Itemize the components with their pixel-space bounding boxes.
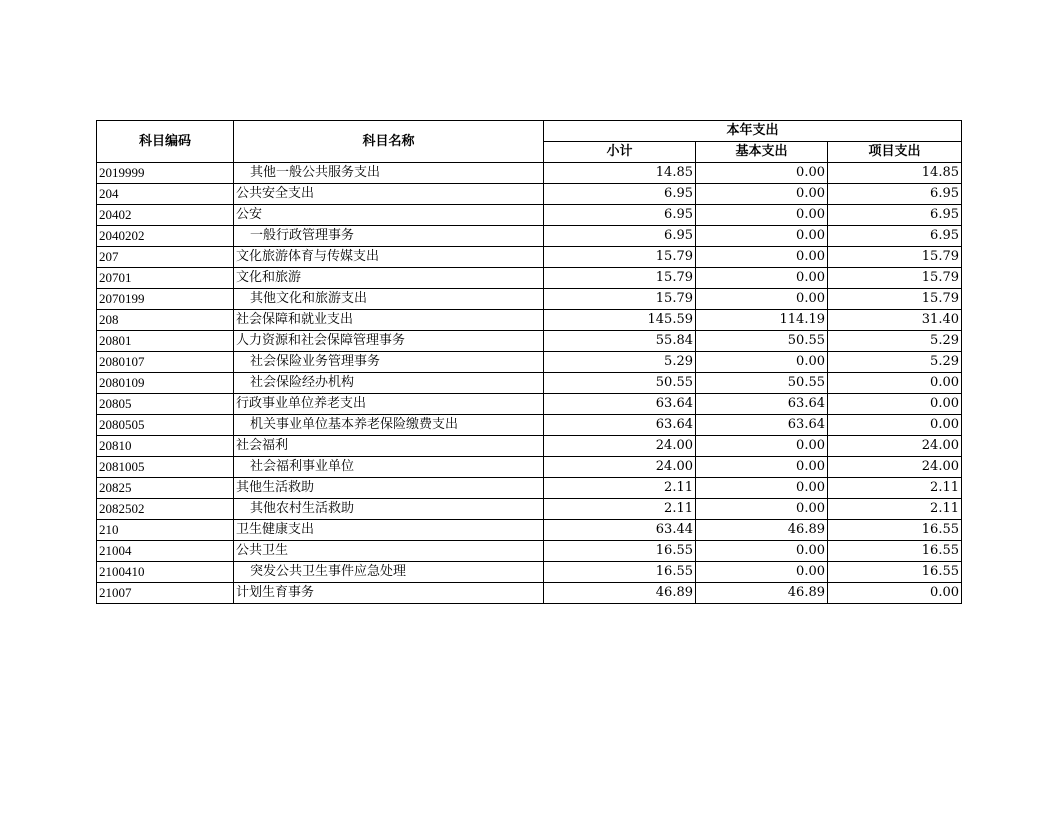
subtotal-cell-text: 2.11 — [664, 501, 693, 516]
project-cell — [828, 184, 962, 205]
basic-cell — [696, 436, 828, 457]
subtotal-cell — [544, 436, 696, 457]
name-cell-text: 突发公共卫生事件应急处理 — [250, 564, 407, 579]
basic-cell-text: 114.19 — [779, 312, 825, 327]
project-cell — [828, 163, 962, 184]
code-cell — [97, 226, 234, 247]
basic-cell — [696, 457, 828, 478]
name-cell-text: 公共卫生 — [236, 543, 289, 558]
code-cell — [97, 499, 234, 520]
subtotal-cell — [544, 163, 696, 184]
basic-cell-text: 0.00 — [796, 165, 825, 180]
name-cell — [234, 373, 544, 394]
project-cell — [828, 541, 962, 562]
project-cell — [828, 520, 962, 541]
basic-cell-text: 0.00 — [796, 480, 825, 495]
name-cell-text: 公共安全支出 — [236, 186, 315, 201]
code-cell-text: 207 — [99, 249, 119, 264]
table-row — [97, 289, 962, 310]
subtotal-cell — [544, 352, 696, 373]
basic-cell-text: 0.00 — [796, 564, 825, 579]
project-cell-text: 15.79 — [921, 270, 959, 285]
project-cell-text: 16.55 — [921, 564, 959, 579]
name-cell — [234, 415, 544, 436]
code-cell — [97, 373, 234, 394]
project-cell-text: 6.95 — [930, 228, 959, 243]
header-year-expense: 本年支出 — [544, 121, 962, 142]
code-cell — [97, 184, 234, 205]
name-cell — [234, 562, 544, 583]
project-cell-text: 5.29 — [930, 333, 959, 348]
code-cell-text: 2082502 — [99, 501, 145, 516]
name-cell-text: 社会福利 — [236, 438, 289, 453]
basic-cell-text: 50.55 — [787, 333, 825, 348]
basic-cell — [696, 247, 828, 268]
project-cell-text: 0.00 — [930, 417, 959, 432]
code-cell-text: 20402 — [99, 207, 132, 222]
basic-cell — [696, 184, 828, 205]
code-cell — [97, 331, 234, 352]
subtotal-cell-text: 24.00 — [655, 459, 693, 474]
project-cell-text: 6.95 — [930, 207, 959, 222]
name-cell-text: 社会福利事业单位 — [250, 459, 355, 474]
subtotal-cell-text: 55.84 — [655, 333, 693, 348]
name-cell — [234, 310, 544, 331]
name-cell-text: 文化和旅游 — [236, 270, 302, 285]
code-cell — [97, 289, 234, 310]
project-cell — [828, 226, 962, 247]
subtotal-cell-text: 63.64 — [655, 417, 693, 432]
code-cell-text: 20810 — [99, 438, 132, 453]
project-cell — [828, 583, 962, 604]
table-row — [97, 499, 962, 520]
name-cell-text: 公安 — [236, 207, 263, 222]
code-cell-text: 21004 — [99, 543, 132, 558]
subtotal-cell — [544, 331, 696, 352]
header-code: 科目编码 — [97, 121, 234, 163]
subtotal-cell — [544, 184, 696, 205]
basic-cell — [696, 541, 828, 562]
subtotal-cell — [544, 415, 696, 436]
project-cell-text: 16.55 — [921, 543, 959, 558]
project-cell-text: 24.00 — [921, 438, 959, 453]
basic-cell — [696, 163, 828, 184]
project-cell — [828, 394, 962, 415]
name-cell-text: 其他农村生活救助 — [250, 501, 355, 516]
basic-cell — [696, 310, 828, 331]
subtotal-cell-text: 6.95 — [664, 186, 693, 201]
header-project: 项目支出 — [828, 142, 962, 163]
basic-cell-text: 63.64 — [787, 396, 825, 411]
project-cell-text: 2.11 — [930, 480, 959, 495]
basic-cell-text: 0.00 — [796, 291, 825, 306]
name-cell-text: 卫生健康支出 — [236, 522, 315, 537]
project-cell — [828, 436, 962, 457]
project-cell-text: 0.00 — [930, 375, 959, 390]
project-cell — [828, 373, 962, 394]
project-cell-text: 15.79 — [921, 249, 959, 264]
code-cell-text: 204 — [99, 186, 119, 201]
code-cell — [97, 163, 234, 184]
subtotal-cell-text: 46.89 — [655, 585, 693, 600]
subtotal-cell-text: 5.29 — [664, 354, 693, 369]
project-cell — [828, 499, 962, 520]
code-cell-text: 210 — [99, 522, 119, 537]
basic-cell-text: 0.00 — [796, 543, 825, 558]
code-cell-text: 208 — [99, 312, 119, 327]
code-cell — [97, 562, 234, 583]
code-cell — [97, 205, 234, 226]
code-cell — [97, 352, 234, 373]
code-cell-text: 2080109 — [99, 375, 145, 390]
subtotal-cell — [544, 520, 696, 541]
code-cell-text: 2080107 — [99, 354, 145, 369]
basic-cell — [696, 226, 828, 247]
code-cell — [97, 247, 234, 268]
table-row — [97, 520, 962, 541]
table-row — [97, 583, 962, 604]
basic-cell-text: 0.00 — [796, 354, 825, 369]
code-cell — [97, 394, 234, 415]
subtotal-cell — [544, 247, 696, 268]
code-cell-text: 20825 — [99, 480, 132, 495]
basic-cell-text: 46.89 — [787, 585, 825, 600]
subtotal-cell — [544, 457, 696, 478]
name-cell — [234, 331, 544, 352]
basic-cell-text: 63.64 — [787, 417, 825, 432]
basic-cell-text: 0.00 — [796, 438, 825, 453]
subtotal-cell — [544, 289, 696, 310]
table-row — [97, 184, 962, 205]
name-cell-text: 社会保险业务管理事务 — [250, 354, 381, 369]
table-row — [97, 310, 962, 331]
subtotal-cell — [544, 226, 696, 247]
header-row-top — [97, 121, 962, 142]
code-cell — [97, 310, 234, 331]
name-cell — [234, 247, 544, 268]
name-cell-text: 文化旅游体育与传媒支出 — [236, 249, 380, 264]
project-cell-text: 16.55 — [921, 522, 959, 537]
code-cell — [97, 415, 234, 436]
code-cell — [97, 436, 234, 457]
table-row — [97, 478, 962, 499]
table-row — [97, 415, 962, 436]
name-cell-text: 社会保障和就业支出 — [236, 312, 354, 327]
code-cell-text: 2100410 — [99, 564, 145, 579]
basic-cell — [696, 562, 828, 583]
subtotal-cell-text: 2.11 — [664, 480, 693, 495]
name-cell — [234, 268, 544, 289]
subtotal-cell-text: 145.59 — [647, 312, 693, 327]
name-cell-text: 社会保险经办机构 — [250, 375, 355, 390]
table-row — [97, 352, 962, 373]
basic-cell — [696, 415, 828, 436]
subtotal-cell-text: 14.85 — [655, 165, 693, 180]
name-cell — [234, 436, 544, 457]
project-cell-text: 15.79 — [921, 291, 959, 306]
table-row — [97, 205, 962, 226]
project-cell — [828, 289, 962, 310]
subtotal-cell-text: 63.44 — [655, 522, 693, 537]
header-basic: 基本支出 — [696, 142, 828, 163]
subtotal-cell-text: 16.55 — [655, 543, 693, 558]
table-row — [97, 457, 962, 478]
basic-cell — [696, 373, 828, 394]
name-cell-text: 一般行政管理事务 — [250, 228, 355, 243]
basic-cell-text: 0.00 — [796, 501, 825, 516]
project-cell — [828, 247, 962, 268]
basic-cell — [696, 394, 828, 415]
project-cell-text: 24.00 — [921, 459, 959, 474]
name-cell — [234, 163, 544, 184]
table-body — [97, 163, 962, 604]
basic-cell-text: 50.55 — [787, 375, 825, 390]
project-cell — [828, 331, 962, 352]
code-cell-text: 20805 — [99, 396, 132, 411]
code-cell — [97, 520, 234, 541]
name-cell — [234, 499, 544, 520]
name-cell-text: 其他生活救助 — [236, 480, 315, 495]
subtotal-cell — [544, 478, 696, 499]
table-row — [97, 331, 962, 352]
subtotal-cell — [544, 583, 696, 604]
name-cell — [234, 205, 544, 226]
header-subtotal: 小计 — [544, 142, 696, 163]
subtotal-cell — [544, 268, 696, 289]
basic-cell — [696, 352, 828, 373]
subtotal-cell-text: 15.79 — [655, 270, 693, 285]
subtotal-cell — [544, 373, 696, 394]
subtotal-cell-text: 16.55 — [655, 564, 693, 579]
subtotal-cell-text: 6.95 — [664, 207, 693, 222]
project-cell — [828, 562, 962, 583]
code-cell-text: 21007 — [99, 585, 132, 600]
code-cell-text: 2019999 — [99, 165, 145, 180]
basic-cell — [696, 205, 828, 226]
code-cell — [97, 478, 234, 499]
code-cell-text: 20701 — [99, 270, 132, 285]
basic-cell — [696, 583, 828, 604]
subtotal-cell-text: 24.00 — [655, 438, 693, 453]
code-cell-text: 2081005 — [99, 459, 145, 474]
project-cell-text: 31.40 — [921, 312, 959, 327]
project-cell — [828, 415, 962, 436]
project-cell — [828, 268, 962, 289]
name-cell — [234, 583, 544, 604]
name-cell — [234, 520, 544, 541]
table-row — [97, 226, 962, 247]
basic-cell — [696, 268, 828, 289]
subtotal-cell — [544, 205, 696, 226]
table-row — [97, 436, 962, 457]
subtotal-cell — [544, 310, 696, 331]
name-cell-text: 行政事业单位养老支出 — [236, 396, 367, 411]
subtotal-cell-text: 63.64 — [655, 396, 693, 411]
table-row — [97, 394, 962, 415]
code-cell-text: 20801 — [99, 333, 132, 348]
subtotal-cell — [544, 541, 696, 562]
basic-cell — [696, 499, 828, 520]
basic-cell — [696, 520, 828, 541]
name-cell — [234, 541, 544, 562]
basic-cell-text: 0.00 — [796, 186, 825, 201]
basic-cell-text: 46.89 — [787, 522, 825, 537]
project-cell-text: 14.85 — [921, 165, 959, 180]
project-cell — [828, 457, 962, 478]
budget-table — [96, 120, 962, 604]
project-cell-text: 6.95 — [930, 186, 959, 201]
table-row — [97, 562, 962, 583]
project-cell — [828, 310, 962, 331]
basic-cell-text: 0.00 — [796, 270, 825, 285]
header-name: 科目名称 — [234, 121, 544, 163]
subtotal-cell — [544, 562, 696, 583]
subtotal-cell-text: 6.95 — [664, 228, 693, 243]
name-cell — [234, 226, 544, 247]
name-cell-text: 其他文化和旅游支出 — [250, 291, 368, 306]
project-cell-text: 5.29 — [930, 354, 959, 369]
name-cell-text: 机关事业单位基本养老保险缴费支出 — [250, 417, 459, 432]
code-cell-text: 2070199 — [99, 291, 145, 306]
basic-cell-text: 0.00 — [796, 249, 825, 264]
table-row — [97, 268, 962, 289]
table-row — [97, 541, 962, 562]
name-cell — [234, 457, 544, 478]
project-cell — [828, 352, 962, 373]
name-cell — [234, 184, 544, 205]
code-cell — [97, 457, 234, 478]
project-cell-text: 2.11 — [930, 501, 959, 516]
code-cell — [97, 541, 234, 562]
code-cell-text: 2080505 — [99, 417, 145, 432]
name-cell — [234, 394, 544, 415]
code-cell — [97, 583, 234, 604]
project-cell-text: 0.00 — [930, 585, 959, 600]
subtotal-cell — [544, 499, 696, 520]
basic-cell — [696, 331, 828, 352]
name-cell — [234, 289, 544, 310]
subtotal-cell-text: 15.79 — [655, 291, 693, 306]
subtotal-cell — [544, 394, 696, 415]
basic-cell — [696, 289, 828, 310]
project-cell — [828, 478, 962, 499]
basic-cell — [696, 478, 828, 499]
name-cell — [234, 352, 544, 373]
code-cell-text: 2040202 — [99, 228, 145, 243]
project-cell-text: 0.00 — [930, 396, 959, 411]
name-cell-text: 人力资源和社会保障管理事务 — [236, 333, 406, 348]
name-cell-text: 其他一般公共服务支出 — [250, 165, 381, 180]
subtotal-cell-text: 15.79 — [655, 249, 693, 264]
basic-cell-text: 0.00 — [796, 459, 825, 474]
table-row — [97, 373, 962, 394]
table-row — [97, 247, 962, 268]
basic-cell-text: 0.00 — [796, 207, 825, 222]
name-cell-text: 计划生育事务 — [236, 585, 315, 600]
project-cell — [828, 205, 962, 226]
basic-cell-text: 0.00 — [796, 228, 825, 243]
name-cell — [234, 478, 544, 499]
code-cell — [97, 268, 234, 289]
subtotal-cell-text: 50.55 — [655, 375, 693, 390]
table-row — [97, 163, 962, 184]
